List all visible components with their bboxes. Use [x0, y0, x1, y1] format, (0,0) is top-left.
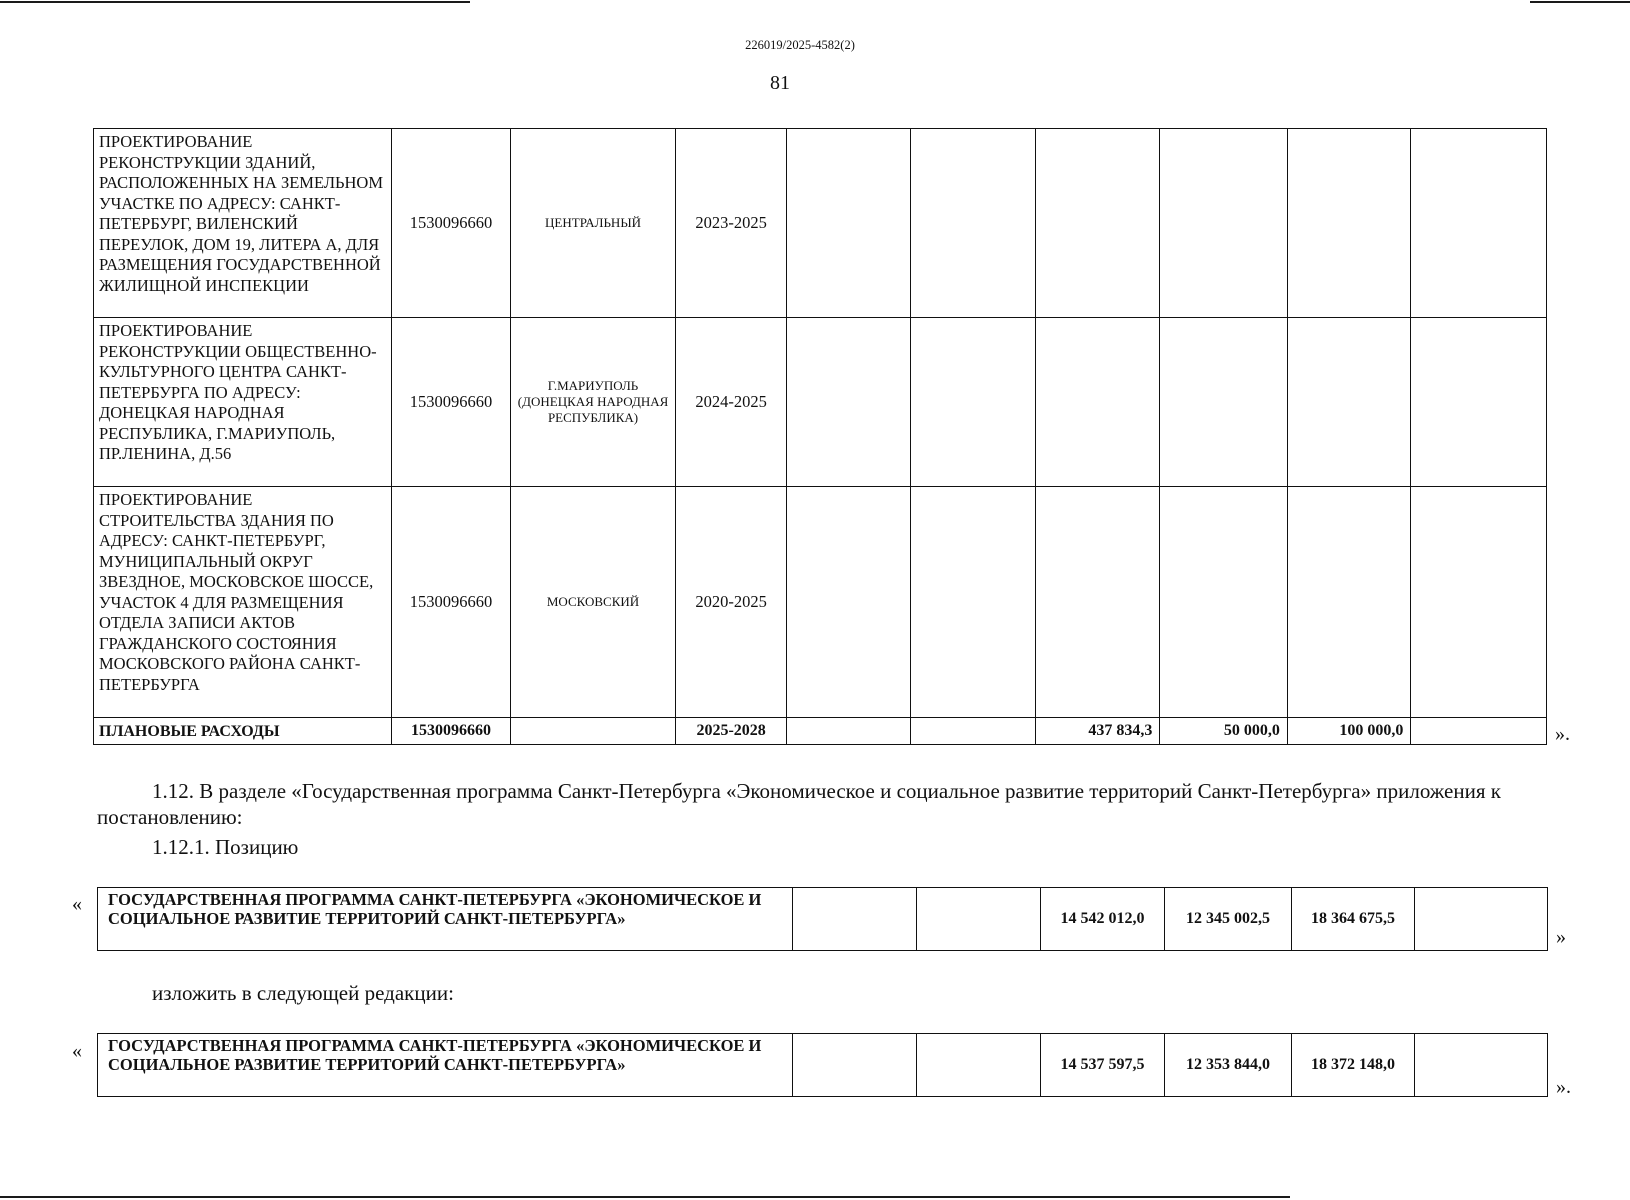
replace-instruction: изложить в следующей редакции: [152, 981, 454, 1005]
program-name: ГОСУДАРСТВЕННАЯ ПРОГРАММА САНКТ-ПЕТЕРБУРГА «ЭКОНОМИЧЕСКОЕ И СОЦИАЛЬНОЕ РАЗВИТИЕ ТЕРРИТОРИЙ САНКТ-ПЕТЕРБУРГА» [98, 888, 793, 951]
empty-cell [917, 1034, 1041, 1097]
empty-cell [1287, 487, 1411, 718]
empty-cell [1411, 718, 1547, 745]
paragraph-1-12-1: 1.12.1. Позицию [152, 835, 299, 859]
empty-cell [786, 487, 911, 718]
empty-cell [1035, 318, 1160, 487]
scan-edge-bottom [0, 1196, 1290, 1198]
totals-value-2: 50 000,0 [1160, 718, 1288, 745]
empty-cell [1160, 129, 1288, 318]
totals-row [94, 718, 1547, 745]
objects-table [93, 128, 1547, 745]
totals-value-1: 437 834,3 [1035, 718, 1160, 745]
new-value-3: 18 372 148,0 [1292, 1034, 1415, 1097]
empty-cell [1287, 129, 1411, 318]
new-position-table [97, 1033, 1548, 1097]
object-name: ПРОЕКТИРОВАНИЕ РЕКОНСТРУКЦИИ ОБЩЕСТВЕННО-КУЛЬТУРНОГО ЦЕНТРА САНКТ-ПЕТЕРБУРГА ПО АДРЕСУ: ДОНЕЦКАЯ НАРОДНАЯ РЕСПУБЛИКА, Г.МАРИУПОЛЬ, ПР.ЛЕНИНА, Д.56 [94, 318, 392, 487]
empty-cell [911, 318, 1036, 487]
empty-cell [1415, 1034, 1548, 1097]
target-code: 1530096660 [392, 487, 510, 718]
empty-cell [786, 129, 911, 318]
empty-cell [911, 718, 1036, 745]
empty-cell [917, 888, 1041, 951]
old-value-1: 14 542 012,0 [1041, 888, 1165, 951]
empty-cell [1160, 487, 1288, 718]
totals-period: 2025-2028 [676, 718, 786, 745]
object-name: ПРОЕКТИРОВАНИЕ РЕКОНСТРУКЦИИ ЗДАНИЙ, РАСПОЛОЖЕННЫХ НА ЗЕМЕЛЬНОМ УЧАСТКЕ ПО АДРЕСУ: САНКТ-ПЕТЕРБУРГ, ВИЛЕНСКИЙ ПЕРЕУЛОК, ДОМ 19, ЛИТЕРА А, ДЛЯ РАЗМЕЩЕНИЯ ГОСУДАРСТВЕННОЙ ЖИЛИЩНОЙ ИНСПЕКЦИИ [94, 129, 392, 318]
table-closing-mark: ». [1555, 723, 1570, 745]
empty-cell [1411, 129, 1547, 318]
empty-cell [1035, 487, 1160, 718]
paragraph-1-12: 1.12. В разделе «Государственная программа Санкт-Петербурга «Экономическое и социальное развитие территорий Санкт-Петербурга» приложения к постановлению: [97, 779, 1501, 829]
period: 2023-2025 [676, 129, 786, 318]
empty-cell [510, 718, 676, 745]
table-row [98, 888, 1548, 951]
empty-cell [793, 1034, 917, 1097]
table-row [94, 318, 1547, 487]
table-row [94, 487, 1547, 718]
scan-edge-top [0, 1, 470, 3]
page-number: 81 [770, 72, 790, 94]
totals-value-3: 100 000,0 [1287, 718, 1411, 745]
old-value-2: 12 345 002,5 [1165, 888, 1292, 951]
target-code: 1530096660 [392, 318, 510, 487]
scan-edge-top-right [1530, 1, 1630, 3]
close-quote-old: » [1556, 926, 1566, 948]
empty-cell [911, 487, 1036, 718]
new-value-2: 12 353 844,0 [1165, 1034, 1292, 1097]
empty-cell [1411, 318, 1547, 487]
old-value-3: 18 364 675,5 [1292, 888, 1415, 951]
open-quote-new: « [72, 1040, 82, 1062]
totals-code: 1530096660 [392, 718, 510, 745]
empty-cell [786, 718, 911, 745]
object-name: ПРОЕКТИРОВАНИЕ СТРОИТЕЛЬСТВА ЗДАНИЯ ПО АДРЕСУ: САНКТ-ПЕТЕРБУРГ, МУНИЦИПАЛЬНЫЙ ОКРУГ ЗВЕЗДНОЕ, МОСКОВСКОЕ ШОССЕ, УЧАСТОК 4 ДЛЯ РАЗМЕЩЕНИЯ ОТДЕЛА ЗАПИСИ АКТОВ ГРАЖДАНСКОГО СОСТОЯНИЯ МОСКОВСКОГО РАЙОНА САНКТ-ПЕТЕРБУРГА [94, 487, 392, 718]
empty-cell [1411, 487, 1547, 718]
target-code: 1530096660 [392, 129, 510, 318]
empty-cell [1287, 318, 1411, 487]
empty-cell [911, 129, 1036, 318]
new-value-1: 14 537 597,5 [1041, 1034, 1165, 1097]
empty-cell [1160, 318, 1288, 487]
empty-cell [786, 318, 911, 487]
close-quote-new: ». [1556, 1076, 1571, 1098]
district: Г.МАРИУПОЛЬ (ДОНЕЦКАЯ НАРОДНАЯ РЕСПУБЛИКА) [510, 318, 676, 487]
period: 2020-2025 [676, 487, 786, 718]
document-number: 226019/2025-4582(2) [745, 38, 855, 52]
district: МОСКОВСКИЙ [510, 487, 676, 718]
table-row [94, 129, 1547, 318]
empty-cell [1035, 129, 1160, 318]
old-position-table [97, 887, 1548, 951]
open-quote-old: « [72, 893, 82, 915]
empty-cell [793, 888, 917, 951]
table-row [98, 1034, 1548, 1097]
district: ЦЕНТРАЛЬНЫЙ [510, 129, 676, 318]
program-name: ГОСУДАРСТВЕННАЯ ПРОГРАММА САНКТ-ПЕТЕРБУРГА «ЭКОНОМИЧЕСКОЕ И СОЦИАЛЬНОЕ РАЗВИТИЕ ТЕРРИТОРИЙ САНКТ-ПЕТЕРБУРГА» [98, 1034, 793, 1097]
empty-cell [1415, 888, 1548, 951]
period: 2024-2025 [676, 318, 786, 487]
totals-label: ПЛАНОВЫЕ РАСХОДЫ [94, 718, 392, 745]
